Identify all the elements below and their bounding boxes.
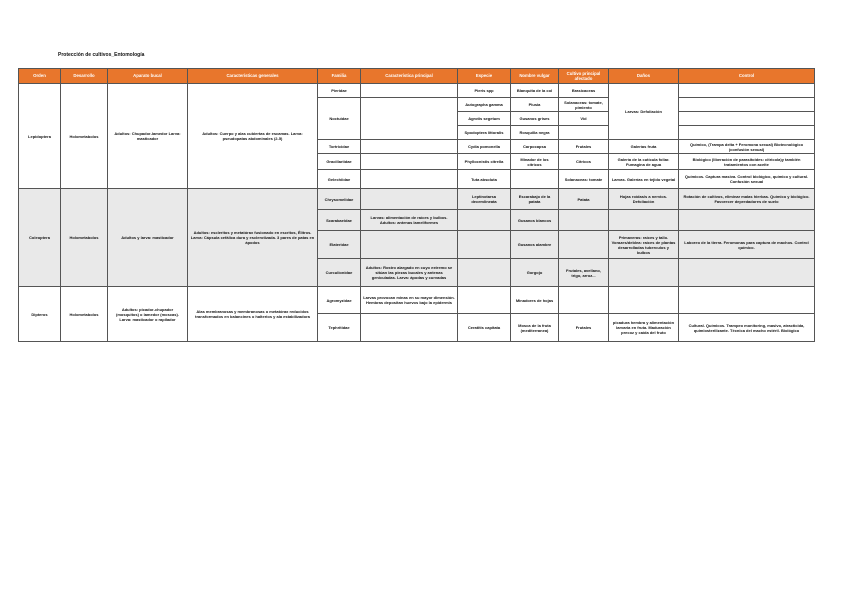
table-row [19,287,815,314]
pest-table [18,68,815,342]
especie-cell: Pieris spp [458,84,511,98]
cultivo-cell: Frutales, avellano, trigo, arroz... [559,259,609,287]
desarrollo-cell: Holometabolos [61,287,108,342]
familia-cell: Pieridae [318,84,361,98]
especie-cell: Spodoptera littoralis [458,126,511,140]
orden-cell: Dipteros [19,287,61,342]
danos-cell: picadura hembra y alimentación larvaria en fruta. Maduración precoz y caída del fruto [609,314,679,342]
danos-cell [609,210,679,231]
danos-cell: Galerías fruta [609,140,679,154]
danos-cell: Larvas: Defoliación [609,84,679,140]
table-row [19,189,815,210]
cultivo-cell: Vid [559,112,609,126]
control-cell: Químico, (Trampa delta + Feromona sexual) Biotecnológico (confusión sexual) [679,140,815,154]
desarrollo-cell: Holometabolos [61,189,108,287]
desarrollo-cell: Holometabolos [61,84,108,189]
familia-cell: Curculionidae [318,259,361,287]
danos-cell: Larvas. Galerías en tejido vegetal [609,170,679,189]
danos-cell: Galería de la cutícula foliar. Fumagina de agua [609,154,679,170]
especie-cell [458,287,511,314]
header-familia: Familia [318,69,361,84]
familia-cell: Tephritidae [318,314,361,342]
caract-cell: Larvas: alimentación de raíces y bulbos. Adultos: antenas lameliformes [361,210,458,231]
cultivo-cell: Solanaceas: tomate [559,170,609,189]
familia-cell: Scarabaeidae [318,210,361,231]
header-caract-principal: Característica principal [361,69,458,84]
cultivo-cell: Brasicaceas [559,84,609,98]
vulgar-cell: Minador de los cítricos [511,154,559,170]
caract-cell: Larvas provocan minas en su mayor dimensión. Hembras depositan huevos bajo la epidermis [361,287,458,314]
cultivo-cell: Frutales [559,314,609,342]
vulgar-cell: Gorgojo [511,259,559,287]
aparato-cell: Adultos: Chupador-lamedor Larva: masticador [108,84,188,189]
especie-cell [458,259,511,287]
header-cultivo: Cultivo principal afectado [559,69,609,84]
vulgar-cell: Escarabajo de la patata [511,189,559,210]
especie-cell: Cydia pomonella [458,140,511,154]
control-cell: Laboreo de la tierra. Feromonas para captura de machos. Control químico. [679,231,815,259]
control-cell: Biológico (liberación de parasitoides: citricola)y también tratamientos con aceite [679,154,815,170]
vulgar-cell: Minadores de hojas [511,287,559,314]
caract-cell [361,170,458,189]
caracteristicas-cell: Adultos: escleritos y metatórax fusionado en escritos, Élitros. Larva: Cápsula cefálica dura y esclerotizada. 3 pares de patas en ápodos [188,189,318,287]
especie-cell: Autographa gamma [458,98,511,112]
header-danos: Daños [609,69,679,84]
orden-cell: Lepidoptera [19,84,61,189]
control-cell: Cultural. Químicos. Trampeo monitoring, masivo, atracticida, quimiosterilizante. Técnica del macho estéril. Biológico [679,314,815,342]
familia-cell: Tortricidae [318,140,361,154]
caract-cell [361,314,458,342]
caract-cell [361,98,458,140]
especie-cell: Ceratitis capitata [458,314,511,342]
control-cell [679,84,815,98]
cultivo-cell: Solanaceas: tomate, pimiento [559,98,609,112]
vulgar-cell [511,170,559,189]
header-caracteristicas: Características generales [188,69,318,84]
especie-cell: Leptinotarsa decemlineata [458,189,511,210]
danos-cell: Hojas roídas/s a nervios. Defoliación [609,189,679,210]
aparato-cell: Adultos y larva: masticador [108,189,188,287]
cultivo-cell: Cítricos [559,154,609,170]
header-aparato: Aparato bucal [108,69,188,84]
header-desarrollo: Desarrollo [61,69,108,84]
header-row [19,69,815,84]
header-control: Control [679,69,815,84]
vulgar-cell: Plusia [511,98,559,112]
control-cell [679,259,815,287]
cultivo-cell [559,287,609,314]
caract-cell [361,84,458,98]
control-cell [679,287,815,314]
control-cell: Químicos. Captura masiva. Control biológico, químico y cultural. Confusión sexual [679,170,815,189]
familia-cell: Chrysomelidae [318,189,361,210]
header-especie: Especie [458,69,511,84]
cultivo-cell [559,210,609,231]
familia-cell: Gracillariidae [318,154,361,170]
cultivo-cell: Patata [559,189,609,210]
table-row [19,84,815,98]
caract-cell [361,154,458,170]
header-nombre-vulgar: Nombre vulgar [511,69,559,84]
especie-cell [458,210,511,231]
familia-cell: Agromyzidae [318,287,361,314]
caracteristicas-cell: Alas membranosas y membranosas o metatórax reducidos transformados en balancines o halterios y ala estabilizadora [188,287,318,342]
vulgar-cell: Mosca de la fruta (mediterranea) [511,314,559,342]
danos-cell: Primaveras: raíces y tallo. Vorazes/deblea: raíces de plantas desarrolladas tuberculos y bulbos [609,231,679,259]
vulgar-cell: Gusanos blancos [511,210,559,231]
caract-cell: Adultos: Rostro alargado en cuyo extremo se sitúan las piezas bucales y antenas geniculadas. Larva: ápodas y curvadas [361,259,458,287]
especie-cell: Tuta absoluta [458,170,511,189]
document-title: Protección de cultivos_Entomología [58,52,145,58]
caract-cell [361,140,458,154]
caract-cell [361,189,458,210]
control-cell [679,112,815,126]
danos-cell [609,287,679,314]
especie-cell: Agrotis segetum [458,112,511,126]
control-cell [679,126,815,140]
aparato-cell: Adultos: picador-chupador (mosquitos) o lamedor (moscas). Larva: masticador o rapilador [108,287,188,342]
cultivo-cell: Frutales [559,140,609,154]
cultivo-cell [559,231,609,259]
caracteristicas-cell: Adultos: Cuerpo y alas cubiertas de escamas. Larva: pseudopatas abdominales (2-5) [188,84,318,189]
vulgar-cell: Gusanos grises [511,112,559,126]
control-cell [679,210,815,231]
vulgar-cell: Rosquilla negra [511,126,559,140]
especie-cell [458,231,511,259]
familia-cell: Gelechiidae [318,170,361,189]
vulgar-cell: Carpocapsa [511,140,559,154]
control-cell [679,98,815,112]
danos-cell [609,259,679,287]
especie-cell: Phyllocnistis citrella [458,154,511,170]
vulgar-cell: Gusanos alambre [511,231,559,259]
orden-cell: Coleoptera [19,189,61,287]
familia-cell: Elateridae [318,231,361,259]
header-orden: Orden [19,69,61,84]
control-cell: Rotación de cultivos, eliminar malas hierbas. Químico y biológico. Favorecer depredadores de suelo [679,189,815,210]
vulgar-cell: Blanquita de la col [511,84,559,98]
familia-cell: Noctuidae [318,98,361,140]
cultivo-cell [559,126,609,140]
caract-cell [361,231,458,259]
